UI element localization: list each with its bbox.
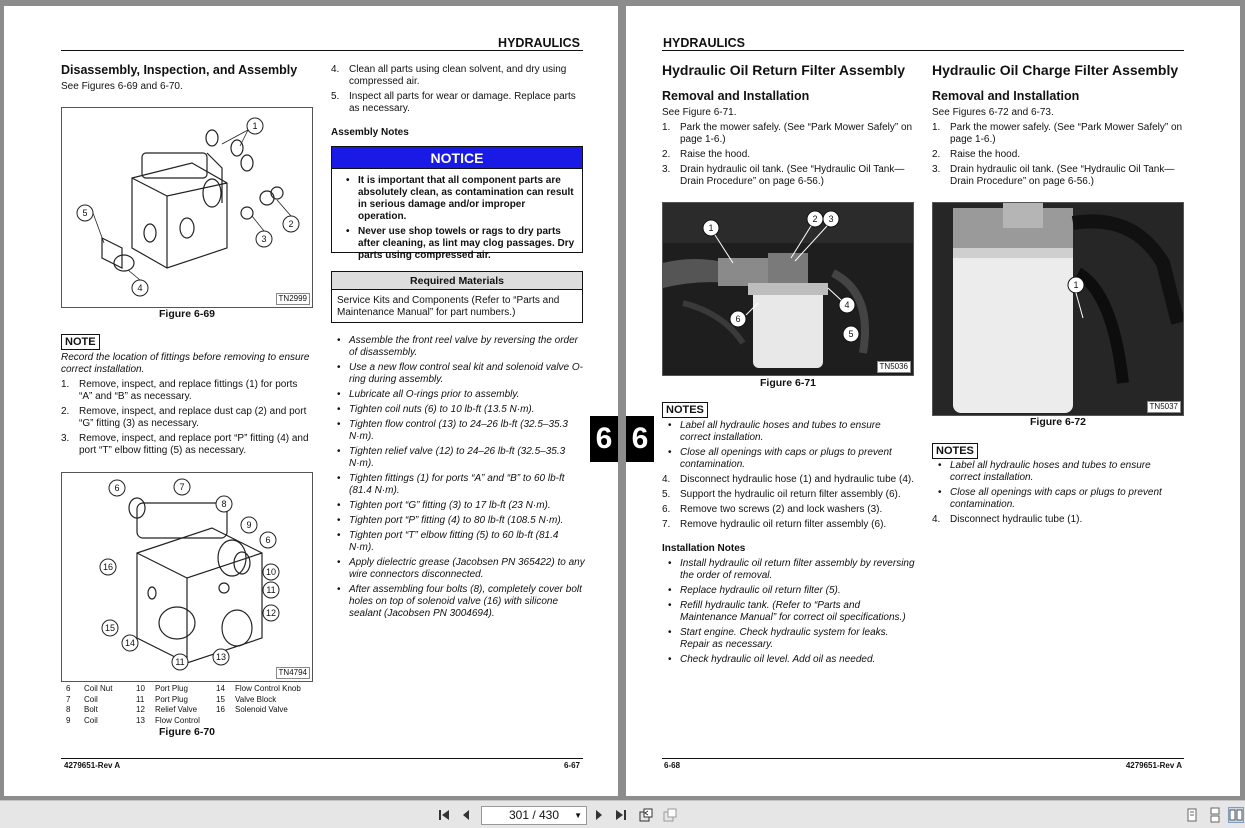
page-header: HYDRAULICS — [663, 36, 745, 50]
required-materials-title: Required Materials — [332, 272, 582, 290]
list-item: • Check hydraulic oil level. Add oil as needed. — [662, 654, 916, 666]
page-indicator-text: 301 / 430 — [508, 808, 560, 822]
callout-label: 1 — [708, 223, 714, 233]
notes-label: NOTES — [932, 443, 978, 459]
step-number: 3. — [662, 164, 671, 175]
valve-drawing — [62, 108, 312, 307]
callout-label: 1 — [252, 121, 258, 131]
first-page-button[interactable] — [436, 807, 452, 823]
see-figures: See Figures 6-72 and 6-73. — [932, 107, 1054, 118]
header-rule — [662, 50, 1184, 51]
list-item — [662, 149, 914, 161]
callout-label: 12 — [265, 608, 277, 618]
figure-tag: TN2999 — [276, 293, 310, 305]
step-text: Park the mower safely. (See “Park Mower Safely” on page 1-6.) — [680, 122, 913, 145]
callout-label: 11 — [175, 657, 185, 667]
list-item: • Label all hydraulic hoses and tubes to ensure correct installation. — [662, 420, 914, 444]
legend-number: 14 — [216, 684, 225, 693]
figure-6-71 — [662, 202, 914, 376]
list-item — [61, 406, 313, 430]
list-item — [331, 91, 583, 115]
legend-number: 12 — [136, 705, 145, 714]
step-text: Drain hydraulic oil tank. (See “Hydraulic Oil Tank—Drain Procedure” on page 6-56.) — [950, 164, 1175, 187]
section-title: Hydraulic Oil Charge Filter Assembly — [932, 62, 1179, 78]
callout-label: 3 — [261, 234, 267, 244]
notes-list — [932, 460, 1184, 514]
list-item — [331, 64, 583, 88]
see-figure: See Figure 6-71. — [662, 107, 737, 118]
header-rule — [61, 50, 583, 51]
back-view-icon — [638, 807, 654, 823]
step-text: Remove, inspect, and replace port “P” fitting (4) and port “T” elbow fitting (5) as necessary. — [79, 433, 309, 456]
callout-label: 16 — [102, 562, 114, 572]
list-item: • Replace hydraulic oil return filter (5). — [662, 585, 916, 597]
notes-list — [662, 420, 914, 474]
steps-list — [932, 514, 1184, 529]
legend-text: Solenoid Valve — [235, 705, 288, 714]
page-right — [626, 6, 1240, 796]
step-text: Disconnect hydraulic tube (1). — [950, 514, 1083, 525]
legend-text: Valve Block — [235, 694, 277, 704]
step-number: 3. — [932, 164, 941, 175]
list-item: • Install hydraulic oil return filter assembly by reversing the order of removal. — [662, 558, 916, 582]
step-text: Drain hydraulic oil tank. (See “Hydraulic Oil Tank—Drain Procedure” on page 6-56.) — [680, 164, 905, 187]
next-page-icon — [591, 807, 607, 823]
footer-doc-number: 4279651-Rev A — [1125, 761, 1182, 770]
next-page-button[interactable] — [591, 807, 607, 823]
callout-label: 7 — [179, 482, 185, 492]
step-number: 2. — [662, 149, 671, 160]
legend-number: 8 — [66, 705, 71, 714]
step-text: Support the hydraulic oil return filter assembly (6). — [680, 489, 901, 500]
legend-text: Port Plug — [155, 694, 188, 704]
list-item: • Tighten port “T” elbow fitting (5) to 60 lb-ft (81.4 N·m). — [331, 530, 585, 554]
step-number: 4. — [331, 64, 340, 75]
page-left — [4, 6, 618, 796]
step-number: 3. — [61, 433, 70, 444]
chevron-down-icon: ▼ — [574, 811, 582, 820]
callout-label: 2 — [288, 219, 294, 229]
required-materials-box — [331, 271, 583, 323]
figure-caption: Figure 6-69 — [158, 308, 216, 320]
step-text: Clean all parts using clean solvent, and dry using compressed air. — [349, 64, 567, 87]
note-label: NOTE — [61, 334, 100, 350]
figure-tag: TN5036 — [877, 361, 911, 373]
step-text: Remove, inspect, and replace dust cap (2) and port “G” fitting (3) as necessary. — [79, 406, 307, 429]
single-page-view-button[interactable] — [1184, 807, 1200, 823]
list-item — [662, 474, 914, 486]
step-text: Remove, inspect, and replace fittings (1) for ports “A” and “B” as necessary. — [79, 379, 298, 402]
legend-number: 9 — [66, 715, 71, 725]
footer-doc-number: 4279651-Rev A — [64, 761, 121, 770]
notice-item: • Never use shop towels or rags to dry parts after cleaning, as lint may clog passages. Dry parts using compressed air. — [338, 226, 576, 262]
list-item: • Use a new flow control seal kit and solenoid valve O-ring during assembly. — [331, 362, 585, 386]
notice-item: • It is important that all component parts are absolutely clean, as contamination can result in serious damage and/or improper operation. — [338, 175, 576, 223]
figure-6-72 — [932, 202, 1184, 416]
footer-rule — [61, 758, 583, 759]
step-number: 4. — [662, 474, 671, 485]
callout-label: 1 — [1073, 280, 1079, 290]
footer-page-number: 6-67 — [563, 761, 580, 770]
step-number: 5. — [662, 489, 671, 500]
legend-text: Flow Control Knob — [235, 684, 301, 693]
callout-label: 6 — [114, 483, 120, 493]
step-text: Raise the hood. — [950, 149, 1021, 160]
callout-label: 5 — [848, 329, 854, 339]
section-title: Hydraulic Oil Return Filter Assembly — [662, 62, 905, 78]
list-item: • Start engine. Check hydraulic system for leaks. Repair as necessary. — [662, 627, 916, 651]
parts-legend — [66, 684, 316, 728]
list-item: • Tighten coil nuts (6) to 10 lb-ft (13.5 N·m). — [331, 404, 585, 416]
legend-text: Coil — [84, 694, 98, 704]
legend-text: Port Plug — [155, 684, 188, 693]
section-title: Disassembly, Inspection, and Assembly — [61, 63, 298, 77]
step-number: 2. — [932, 149, 941, 160]
step-text: Remove hydraulic oil return filter assembly (6). — [680, 519, 887, 530]
figure-tag: TN4794 — [276, 667, 310, 679]
step-text: Inspect all parts for wear or damage. Replace parts as necessary. — [349, 91, 576, 114]
charge-filter-photo — [933, 203, 1183, 415]
step-number: 1. — [932, 122, 941, 133]
list-item — [932, 514, 1184, 526]
legend-number: 10 — [136, 684, 145, 693]
callout-label: 14 — [124, 638, 136, 648]
legend-text: Coil Nut — [84, 684, 113, 693]
steps-list — [61, 379, 313, 460]
callout-label: 6 — [265, 535, 271, 545]
installation-notes-list — [662, 558, 916, 669]
last-page-icon — [613, 807, 629, 823]
legend-number: 11 — [136, 694, 145, 704]
legend-text: Relief Valve — [155, 705, 198, 714]
step-number: 7. — [662, 519, 671, 530]
valve-block-drawing — [62, 473, 312, 681]
step-number: 5. — [331, 91, 340, 102]
list-item — [662, 122, 914, 146]
footer-rule — [662, 758, 1184, 759]
note-text: Record the location of fittings before removing to ensure correct installation. — [61, 352, 310, 375]
notice-title: NOTICE — [332, 147, 582, 169]
list-item: • Label all hydraulic hoses and tubes to ensure correct installation. — [932, 460, 1184, 484]
single-page-icon — [1184, 807, 1200, 823]
callout-label: 6 — [735, 314, 741, 324]
list-item — [662, 164, 914, 188]
legend-number: 15 — [216, 694, 225, 704]
step-text: Raise the hood. — [680, 149, 751, 160]
step-number: 1. — [662, 122, 671, 133]
list-item: • Tighten flow control (13) to 24–26 lb-ft (32.5–35.3 N·m). — [331, 419, 585, 443]
list-item: • Tighten relief valve (12) to 24–26 lb-ft (32.5–35.3 N·m). — [331, 446, 585, 470]
list-item: • Tighten fittings (1) for ports “A” and “B” to 60 lb-ft (81.4 N·m). — [331, 473, 585, 497]
return-filter-photo — [663, 203, 913, 375]
back-view-button[interactable] — [638, 807, 654, 823]
list-item: • Apply dielectric grease (Jacobsen PN 365422) to any wire connectors disconnected. — [331, 557, 585, 581]
list-item — [61, 433, 313, 457]
list-item: • Close all openings with caps or plugs to prevent contamination. — [932, 487, 1184, 511]
two-page-view-button[interactable] — [1228, 807, 1244, 823]
notice-box — [331, 146, 583, 261]
continuous-page-icon — [1207, 807, 1223, 823]
last-page-button[interactable] — [613, 807, 629, 823]
callout-label: 2 — [812, 214, 818, 224]
subsection-title: Removal and Installation — [662, 89, 810, 103]
assembly-bullets — [331, 335, 585, 623]
steps-list — [662, 122, 914, 191]
first-page-icon — [436, 807, 452, 823]
step-number: 1. — [61, 379, 70, 390]
list-item: • Tighten port “P” fitting (4) to 80 lb-ft (108.5 N·m). — [331, 515, 585, 527]
legend-text: Flow Control — [155, 715, 200, 725]
list-item: • Refill hydraulic tank. (Refer to “Parts and Maintenance Manual” for correct oil specifications.) — [662, 600, 916, 624]
step-number: 2. — [61, 406, 70, 417]
step-text: Remove two screws (2) and lock washers (3). — [680, 504, 883, 515]
callout-label: 10 — [265, 567, 277, 577]
callout-label: 4 — [137, 283, 143, 293]
list-item: • Close all openings with caps or plugs to prevent contamination. — [662, 447, 914, 471]
forward-view-button[interactable] — [662, 807, 678, 823]
list-item — [932, 164, 1184, 188]
assembly-notes-title: Assembly Notes — [331, 127, 409, 138]
step-text: Disconnect hydraulic hose (1) and hydraulic tube (4). — [680, 474, 915, 485]
list-item: • After assembling four bolts (8), completely cover bolt holes on top of solenoid valve (16) with silicone sealant (Jacobsen PN 3004694). — [331, 584, 585, 620]
forward-view-icon — [662, 807, 678, 823]
legend-number: 16 — [216, 705, 225, 714]
legend-text: Coil — [84, 715, 98, 725]
steps-list — [331, 64, 583, 118]
callout-label: 3 — [828, 214, 834, 224]
figure-6-70 — [61, 472, 313, 682]
page-header: HYDRAULICS — [498, 36, 580, 50]
figure-caption: Figure 6-72 — [1029, 416, 1087, 428]
steps-list — [932, 122, 1184, 191]
step-number: 6. — [662, 504, 671, 515]
callout-label: 15 — [104, 623, 116, 633]
callout-label: 9 — [246, 520, 252, 530]
figure-tag: TN5037 — [1147, 401, 1181, 413]
figure-caption: Figure 6-70 — [158, 726, 216, 738]
list-item — [662, 489, 914, 501]
figure-6-69 — [61, 107, 313, 308]
list-item: • Tighten port “G” fitting (3) to 17 lb-ft (23 N·m). — [331, 500, 585, 512]
legend-number: 13 — [136, 715, 145, 725]
two-page-icon — [1229, 808, 1243, 822]
list-item: • Lubricate all O-rings prior to assembly. — [331, 389, 585, 401]
list-item: • Assemble the front reel valve by reversing the order of disassembly. — [331, 335, 585, 359]
callout-label: 11 — [266, 585, 276, 595]
list-item — [932, 122, 1184, 146]
legend-text: Bolt — [84, 705, 98, 714]
page-number-input[interactable] — [481, 806, 587, 825]
chapter-tab: 6 — [626, 416, 654, 462]
callout-label: 8 — [221, 499, 227, 509]
step-number: 4. — [932, 514, 941, 525]
callout-label: 13 — [215, 652, 227, 662]
legend-number: 6 — [66, 684, 71, 693]
list-item — [662, 504, 914, 516]
previous-page-icon — [458, 807, 474, 823]
subsection-title: Removal and Installation — [932, 89, 1080, 103]
legend-number: 7 — [66, 694, 71, 704]
step-text: Park the mower safely. (See “Park Mower Safely” on page 1-6.) — [950, 122, 1183, 145]
figure-caption: Figure 6-71 — [759, 377, 817, 389]
footer-page-number: 6-68 — [664, 761, 681, 770]
viewer-toolbar — [0, 800, 1245, 828]
notes-label: NOTES — [662, 402, 708, 418]
steps-list — [662, 474, 914, 534]
installation-notes-title: Installation Notes — [662, 543, 746, 554]
previous-page-button[interactable] — [458, 807, 474, 823]
list-item — [662, 519, 914, 531]
chapter-tab: 6 — [590, 416, 618, 462]
continuous-view-button[interactable] — [1207, 807, 1223, 823]
list-item — [932, 149, 1184, 161]
list-item — [61, 379, 313, 403]
required-materials-body: Service Kits and Components (Refer to “Parts and Maintenance Manual” for part numbers.) — [337, 295, 560, 318]
see-figures: See Figures 6-69 and 6-70. — [61, 81, 183, 92]
callout-label: 4 — [844, 300, 850, 310]
notice-list — [332, 169, 582, 269]
callout-label: 5 — [82, 208, 88, 218]
